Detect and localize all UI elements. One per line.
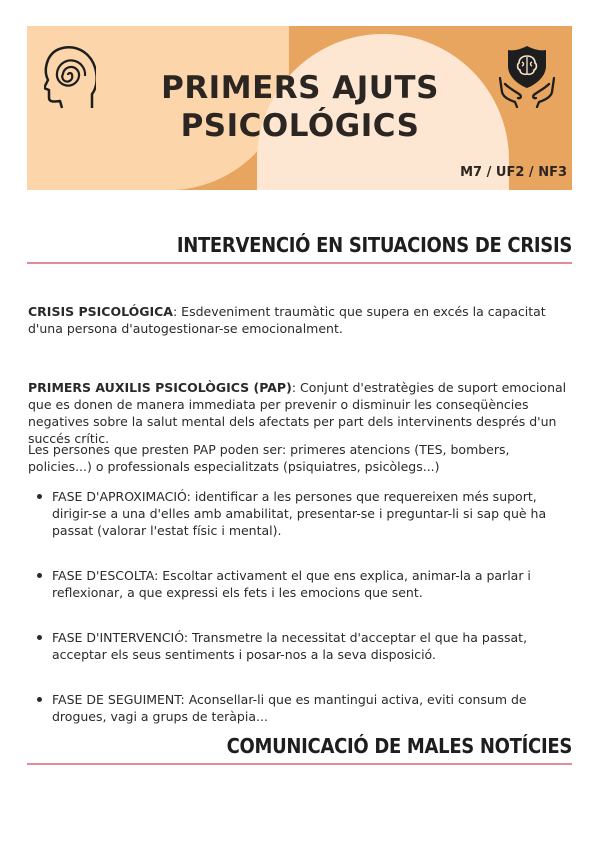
- pap-providers: Les persones que presten PAP poden ser: primeres atencions (TES, bombers, policies...) o professionals especialitzats (psiquiatres, psicòlegs...): [28, 442, 510, 474]
- list-item: FASE DE SEGUIMENT: Aconsellar-li que es mantingui activa, eviti consum de drogues, vagi a grups de teràpia...: [28, 691, 568, 725]
- section-title-bad-news: COMUNICACIÓ DE MALES NOTÍCIES: [226, 734, 572, 758]
- crisis-definition: [28, 303, 573, 337]
- crisis-text: : Esdeveniment traumàtic que supera en excés la capacitat d'una persona d'autogestionar-se emocionalment.: [28, 304, 546, 336]
- section-divider: [27, 262, 572, 264]
- list-item: FASE D'APROXIMACIÓ: identificar a les persones que requereixen més suport, dirigir-se a una d'elles amb amabilitat, presentar-se i preguntar-li si sap què ha passat (valorar l'estat físic i mental).: [28, 488, 568, 539]
- module-code: M7 / UF2 / NF3: [460, 165, 567, 180]
- pap-term: PRIMERS AUXILIS PSICOLÒGICS (PAP): [28, 380, 292, 395]
- pap-text: : Conjunt d'estratègies de suport emocional que es donen de manera immediata per prevenir o disminuir les conseqüències negatives sobre la salut mental dels afectats per part dels intervinents després d'un succés crític.: [28, 380, 567, 446]
- pap-definition: [28, 379, 573, 447]
- list-item: FASE D'ESCOLTA: Escoltar activament el que ens explica, animar-la a parlar i reflexionar, a que expressi els fets i les emocions que sent.: [28, 567, 568, 601]
- section-divider: [27, 763, 572, 765]
- page-title-line2: PSICOLÓGICS: [180, 108, 420, 144]
- list-item: FASE D'INTERVENCIÓ: Transmetre la necessitat d'acceptar el que ha passat, acceptar els seus sentiments i posar-nos a la seva disposició.: [28, 629, 568, 663]
- crisis-term: CRISIS PSICOLÓGICA: [28, 304, 173, 319]
- section-title-intervention: INTERVENCIÓ EN SITUACIONS DE CRISIS: [176, 233, 572, 257]
- page-title-line1: PRIMERS AJUTS: [161, 70, 439, 106]
- phases-list: [28, 488, 568, 725]
